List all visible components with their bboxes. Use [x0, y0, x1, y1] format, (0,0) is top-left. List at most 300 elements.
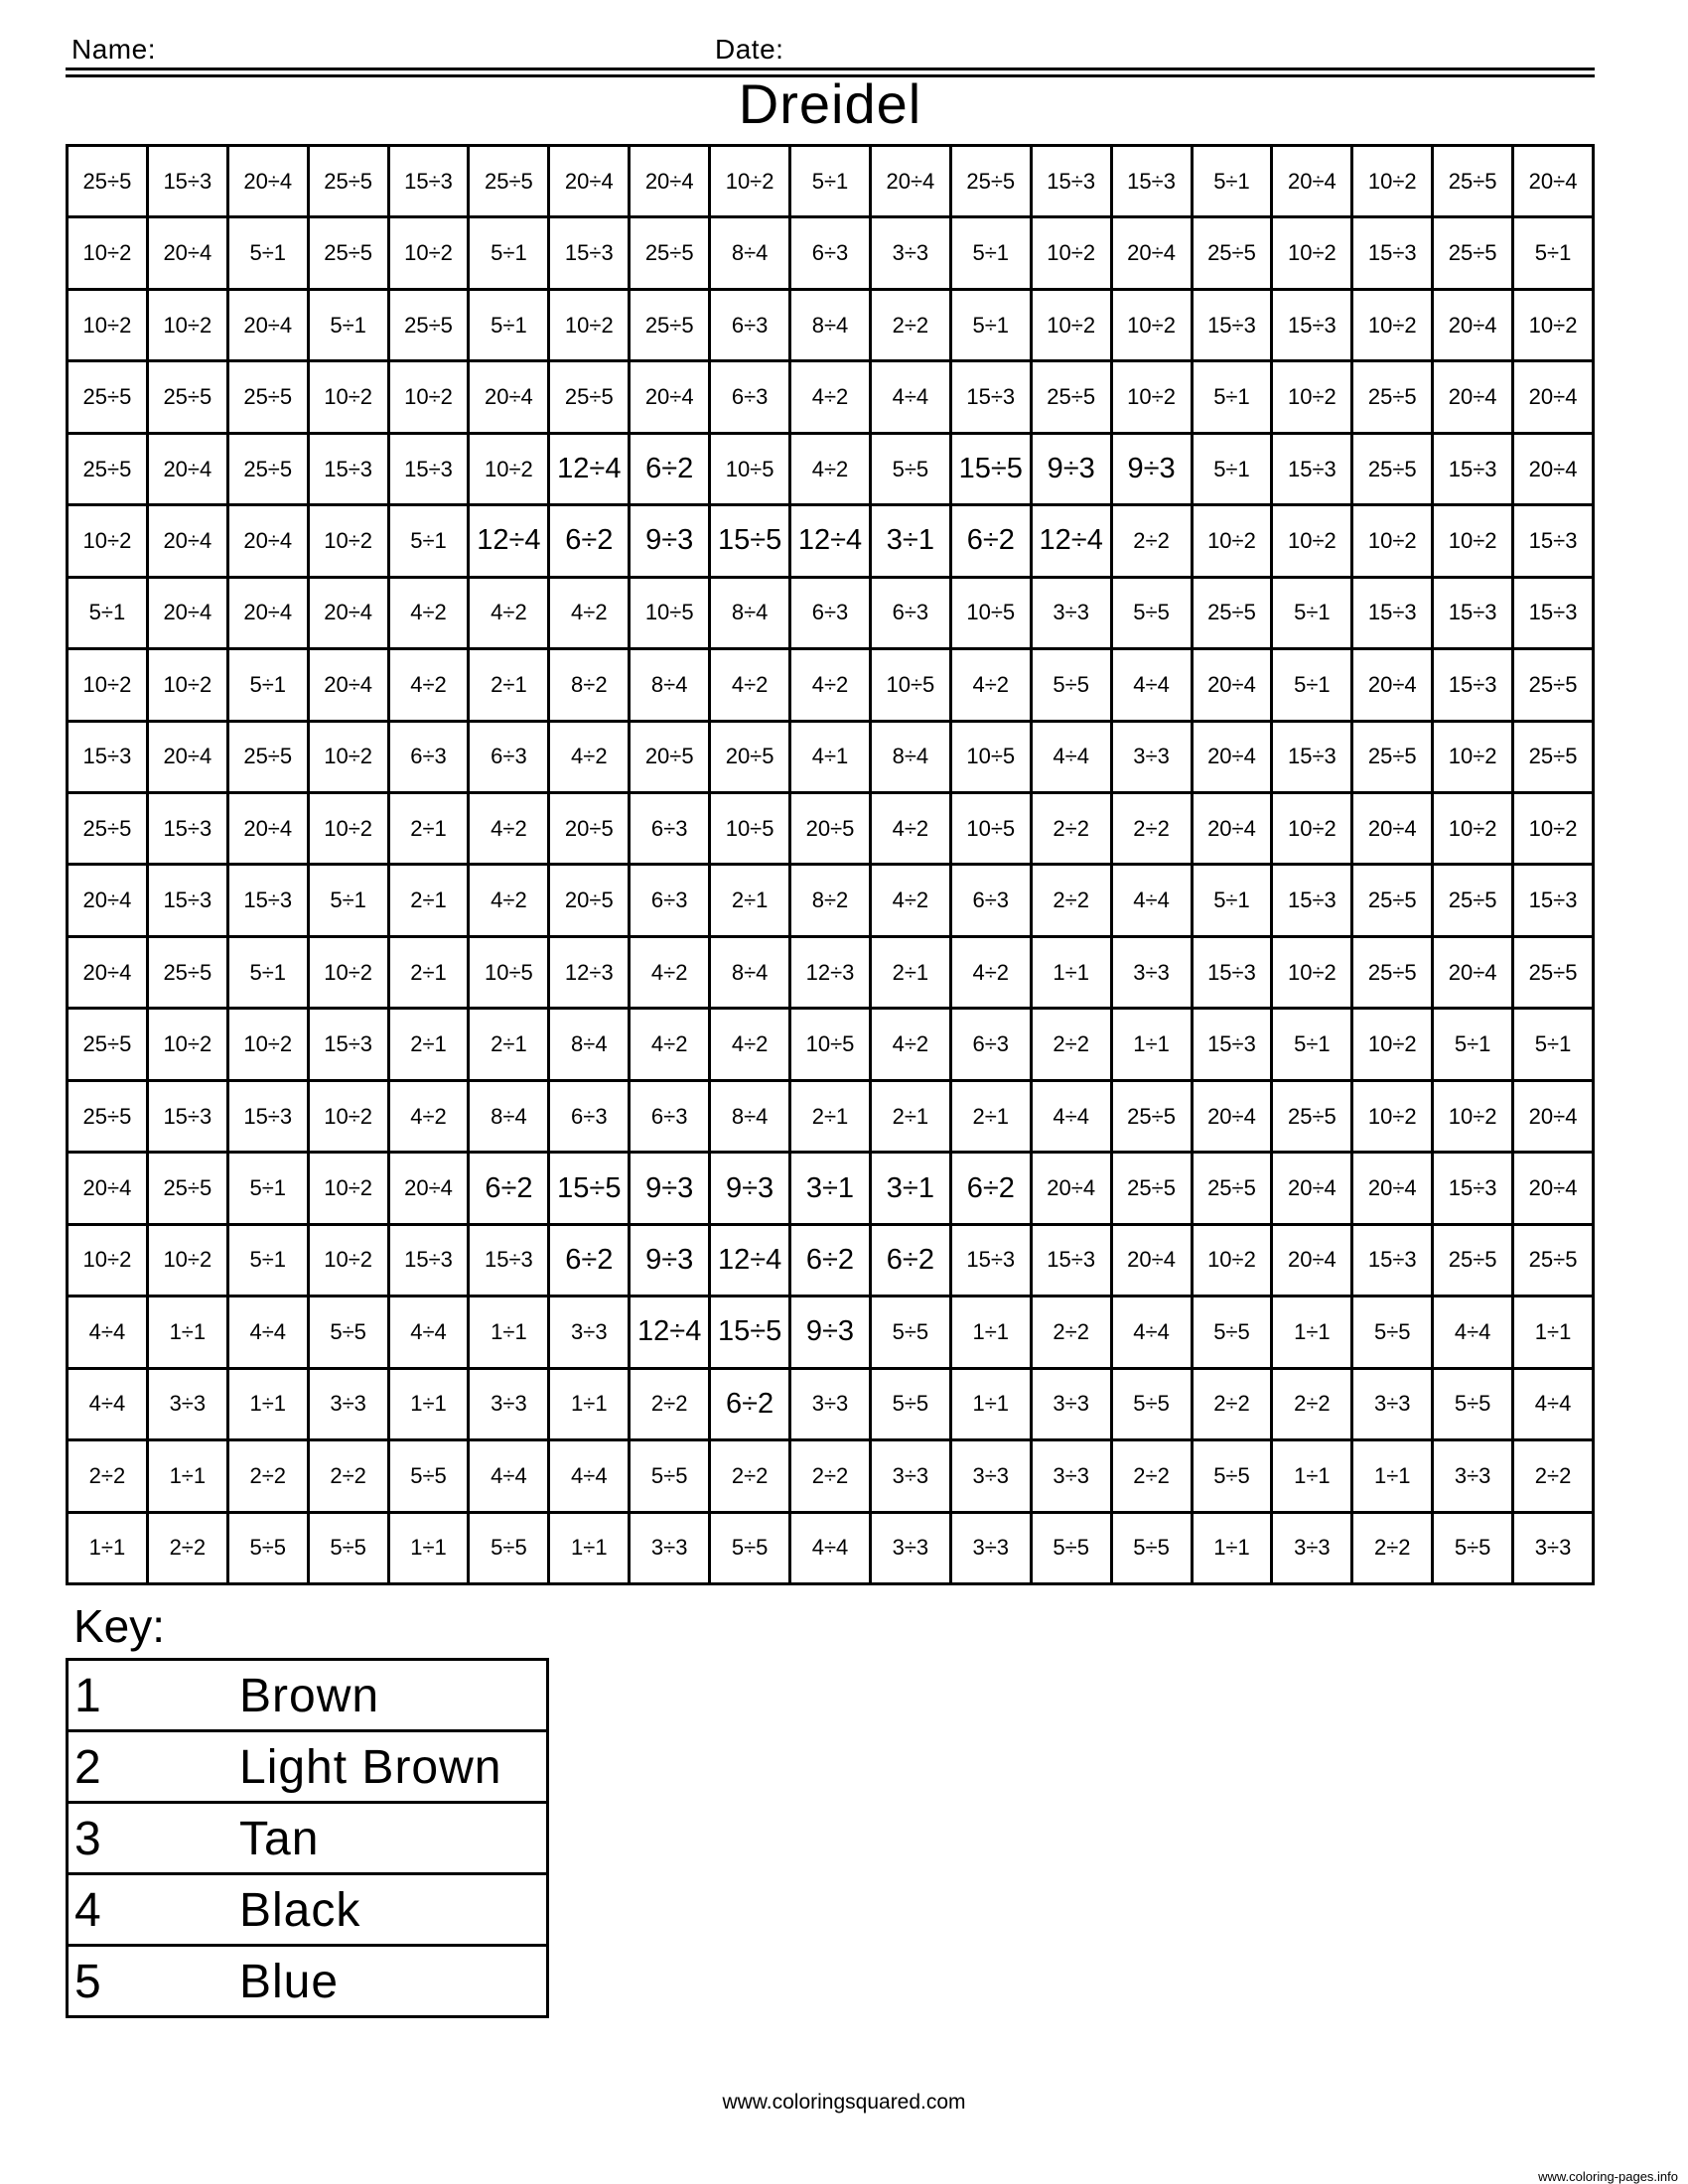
grid-cell: 6÷3: [952, 866, 1033, 937]
grid-cell: 5÷5: [872, 1297, 952, 1369]
grid-cell: 2÷1: [872, 938, 952, 1010]
grid-cell: 10÷2: [310, 506, 390, 578]
grid-cell: 3÷3: [952, 1441, 1033, 1513]
grid-cell: 15÷3: [149, 147, 229, 218]
grid-cell: 15÷3: [1514, 866, 1595, 937]
grid-cell: 20÷4: [631, 147, 711, 218]
grid-cell: 25÷5: [149, 362, 229, 434]
grid-cell: 4÷1: [791, 723, 872, 794]
grid-cell: 4÷2: [470, 579, 550, 650]
grid-cell: 15÷5: [550, 1154, 631, 1225]
grid-cell: 25÷5: [1033, 362, 1113, 434]
grid-cell: 4÷2: [791, 362, 872, 434]
watermark: www.coloring-pages.info: [1538, 2169, 1678, 2184]
grid-cell: 25÷5: [1194, 579, 1274, 650]
grid-cell: 25÷5: [952, 147, 1033, 218]
grid-cell: 4÷2: [390, 650, 471, 722]
key-row: [69, 1875, 546, 1947]
grid-cell: 3÷3: [1514, 1514, 1595, 1585]
grid-cell: 2÷1: [390, 938, 471, 1010]
grid-cell: 25÷5: [1353, 362, 1434, 434]
grid-cell: 1÷1: [1033, 938, 1113, 1010]
grid-cell: 20÷4: [1194, 794, 1274, 866]
grid-cell: 2÷2: [1033, 794, 1113, 866]
grid-cell: 1÷1: [1113, 1010, 1194, 1081]
grid-cell: 10÷2: [390, 362, 471, 434]
grid-cell: 25÷5: [69, 794, 149, 866]
grid-cell: 1÷1: [229, 1370, 310, 1441]
grid-cell: 15÷3: [1514, 506, 1595, 578]
grid-cell: 10÷2: [1353, 1010, 1434, 1081]
grid-cell: 5÷1: [1194, 435, 1274, 506]
grid-cell: 3÷3: [631, 1514, 711, 1585]
grid-cell: 20÷4: [550, 147, 631, 218]
grid-cell: 20÷5: [791, 794, 872, 866]
grid-cell: 4÷2: [470, 866, 550, 937]
grid-cell: 10÷2: [470, 435, 550, 506]
grid-cell: 10÷2: [69, 218, 149, 290]
grid-cell: 25÷5: [69, 362, 149, 434]
grid-cell: 1÷1: [952, 1297, 1033, 1369]
grid-cell: 20÷4: [1194, 723, 1274, 794]
grid-cell: 10÷2: [149, 650, 229, 722]
grid-cell: 20÷4: [149, 218, 229, 290]
grid-cell: 1÷1: [149, 1441, 229, 1513]
grid-cell: 2÷2: [149, 1514, 229, 1585]
puzzle-grid: [66, 144, 1595, 1585]
grid-cell: 3÷3: [1434, 1441, 1514, 1513]
grid-cell: 3÷3: [1033, 1370, 1113, 1441]
grid-cell: 9÷3: [631, 506, 711, 578]
grid-cell: 10÷2: [1514, 291, 1595, 362]
grid-cell: 12÷4: [470, 506, 550, 578]
grid-cell: 2÷2: [310, 1441, 390, 1513]
grid-cell: 10÷2: [1273, 938, 1353, 1010]
grid-cell: 25÷5: [1194, 218, 1274, 290]
grid-cell: 10÷2: [1273, 218, 1353, 290]
grid-cell: 6÷3: [711, 291, 791, 362]
grid-cell: 10÷2: [310, 723, 390, 794]
grid-cell: 15÷3: [1353, 1226, 1434, 1297]
grid-cell: 5÷5: [310, 1514, 390, 1585]
grid-cell: 2÷2: [1514, 1441, 1595, 1513]
grid-cell: 15÷3: [1434, 650, 1514, 722]
grid-cell: 6÷3: [952, 1010, 1033, 1081]
grid-cell: 8÷4: [711, 1082, 791, 1154]
grid-cell: 4÷4: [1514, 1370, 1595, 1441]
grid-cell: 10÷2: [1434, 723, 1514, 794]
grid-cell: 3÷3: [791, 1370, 872, 1441]
grid-cell: 4÷4: [229, 1297, 310, 1369]
grid-cell: 10÷2: [1434, 794, 1514, 866]
grid-cell: 10÷2: [1113, 291, 1194, 362]
grid-cell: 20÷4: [149, 506, 229, 578]
grid-cell: 3÷3: [952, 1514, 1033, 1585]
grid-cell: 4÷2: [952, 650, 1033, 722]
grid-cell: 1÷1: [1194, 1514, 1274, 1585]
grid-cell: 15÷3: [1273, 866, 1353, 937]
grid-cell: 5÷5: [1434, 1370, 1514, 1441]
grid-cell: 6÷3: [631, 866, 711, 937]
grid-cell: 20÷4: [631, 362, 711, 434]
grid-cell: 2÷2: [1033, 1297, 1113, 1369]
grid-cell: 20÷4: [149, 579, 229, 650]
grid-cell: 25÷5: [149, 938, 229, 1010]
grid-cell: 10÷2: [1194, 506, 1274, 578]
grid-cell: 15÷3: [1514, 579, 1595, 650]
grid-cell: 9÷3: [631, 1226, 711, 1297]
grid-cell: 15÷3: [1434, 435, 1514, 506]
grid-cell: 25÷5: [1514, 650, 1595, 722]
grid-cell: 3÷3: [1353, 1370, 1434, 1441]
grid-cell: 15÷3: [1434, 1154, 1514, 1225]
key-color-name: Tan: [239, 1813, 320, 1865]
grid-cell: 25÷5: [69, 1010, 149, 1081]
grid-cell: 2÷2: [1033, 1010, 1113, 1081]
grid-cell: 4÷2: [390, 579, 471, 650]
grid-cell: 6÷3: [550, 1082, 631, 1154]
grid-cell: 15÷3: [390, 1226, 471, 1297]
grid-cell: 15÷3: [149, 1082, 229, 1154]
grid-cell: 5÷1: [229, 650, 310, 722]
grid-cell: 20÷4: [1353, 1154, 1434, 1225]
grid-cell: 15÷3: [310, 435, 390, 506]
grid-cell: 4÷2: [872, 1010, 952, 1081]
grid-cell: 6÷2: [952, 506, 1033, 578]
grid-cell: 4÷2: [791, 435, 872, 506]
grid-cell: 25÷5: [1353, 723, 1434, 794]
grid-cell: 10÷5: [952, 579, 1033, 650]
grid-cell: 20÷4: [310, 579, 390, 650]
grid-cell: 4÷2: [390, 1082, 471, 1154]
grid-cell: 5÷5: [310, 1297, 390, 1369]
grid-cell: 20÷4: [149, 435, 229, 506]
grid-cell: 5÷5: [1194, 1441, 1274, 1513]
grid-cell: 20÷4: [1273, 1226, 1353, 1297]
grid-cell: 8÷4: [470, 1082, 550, 1154]
grid-cell: 15÷5: [711, 506, 791, 578]
grid-cell: 10÷2: [1434, 506, 1514, 578]
grid-cell: 20÷4: [1113, 1226, 1194, 1297]
grid-cell: 9÷3: [1033, 435, 1113, 506]
grid-cell: 5÷5: [1113, 1370, 1194, 1441]
grid-cell: 9÷3: [711, 1154, 791, 1225]
grid-cell: 25÷5: [1434, 218, 1514, 290]
grid-cell: 25÷5: [1514, 723, 1595, 794]
key-row: [69, 1732, 546, 1804]
grid-cell: 20÷4: [1434, 938, 1514, 1010]
grid-cell: 6÷3: [791, 218, 872, 290]
grid-cell: 8÷4: [631, 650, 711, 722]
grid-cell: 2÷2: [1113, 506, 1194, 578]
grid-cell: 6÷3: [470, 723, 550, 794]
grid-cell: 20÷4: [872, 147, 952, 218]
grid-cell: 6÷3: [390, 723, 471, 794]
grid-cell: 2÷2: [1194, 1370, 1274, 1441]
grid-cell: 2÷2: [1033, 866, 1113, 937]
grid-cell: 6÷3: [711, 362, 791, 434]
grid-cell: 25÷5: [470, 147, 550, 218]
grid-cell: 5÷1: [952, 218, 1033, 290]
grid-cell: 6÷2: [791, 1226, 872, 1297]
grid-cell: 3÷3: [1033, 1441, 1113, 1513]
grid-cell: 12÷4: [1033, 506, 1113, 578]
grid-cell: 2÷2: [791, 1441, 872, 1513]
grid-cell: 5÷1: [470, 218, 550, 290]
grid-cell: 15÷3: [1194, 938, 1274, 1010]
grid-cell: 1÷1: [952, 1370, 1033, 1441]
grid-cell: 15÷3: [1113, 147, 1194, 218]
grid-cell: 2÷1: [470, 650, 550, 722]
grid-cell: 5÷5: [1033, 650, 1113, 722]
grid-cell: 9÷3: [631, 1154, 711, 1225]
grid-cell: 25÷5: [1113, 1082, 1194, 1154]
grid-cell: 5÷5: [872, 435, 952, 506]
grid-cell: 5÷1: [229, 938, 310, 1010]
grid-cell: 15÷3: [1434, 579, 1514, 650]
grid-cell: 10÷2: [1033, 218, 1113, 290]
grid-cell: 4÷4: [791, 1514, 872, 1585]
grid-cell: 20÷4: [1514, 147, 1595, 218]
grid-cell: 5÷5: [872, 1370, 952, 1441]
grid-cell: 10÷2: [1273, 794, 1353, 866]
grid-cell: 8÷4: [711, 218, 791, 290]
grid-cell: 10÷5: [711, 435, 791, 506]
grid-cell: 15÷3: [470, 1226, 550, 1297]
grid-cell: 20÷4: [1273, 1154, 1353, 1225]
grid-cell: 25÷5: [1514, 1226, 1595, 1297]
grid-cell: 4÷4: [872, 362, 952, 434]
key-number: 2: [74, 1741, 101, 1794]
grid-cell: 6÷3: [872, 579, 952, 650]
grid-cell: 20÷4: [229, 579, 310, 650]
grid-cell: 20÷4: [1514, 362, 1595, 434]
grid-cell: 4÷2: [711, 1010, 791, 1081]
grid-cell: 15÷3: [952, 362, 1033, 434]
grid-cell: 5÷5: [1033, 1514, 1113, 1585]
grid-cell: 12÷4: [791, 506, 872, 578]
grid-cell: 5÷5: [470, 1514, 550, 1585]
grid-cell: 15÷3: [1033, 147, 1113, 218]
grid-cell: 10÷2: [1353, 147, 1434, 218]
grid-cell: 8÷2: [791, 866, 872, 937]
grid-cell: 10÷2: [69, 506, 149, 578]
grid-cell: 4÷4: [1113, 866, 1194, 937]
grid-cell: 15÷3: [1033, 1226, 1113, 1297]
grid-cell: 5÷1: [229, 1154, 310, 1225]
grid-cell: 2÷2: [1113, 1441, 1194, 1513]
worksheet-header: [66, 28, 1595, 69]
grid-cell: 10÷2: [149, 1226, 229, 1297]
grid-cell: 1÷1: [390, 1370, 471, 1441]
grid-cell: 12÷3: [791, 938, 872, 1010]
grid-cell: 25÷5: [1353, 866, 1434, 937]
grid-cell: 3÷1: [872, 1154, 952, 1225]
key-row: [69, 1661, 546, 1732]
grid-cell: 8÷4: [711, 579, 791, 650]
grid-cell: 10÷5: [872, 650, 952, 722]
grid-cell: 2÷2: [1353, 1514, 1434, 1585]
grid-cell: 15÷3: [1273, 291, 1353, 362]
grid-cell: 15÷5: [952, 435, 1033, 506]
key-number: 5: [74, 1956, 101, 2008]
grid-cell: 15÷3: [229, 866, 310, 937]
grid-cell: 2÷2: [631, 1370, 711, 1441]
grid-cell: 5÷1: [1194, 866, 1274, 937]
grid-cell: 10÷2: [1353, 506, 1434, 578]
grid-cell: 4÷4: [1033, 723, 1113, 794]
grid-cell: 20÷4: [1514, 1154, 1595, 1225]
grid-cell: 25÷5: [1434, 866, 1514, 937]
grid-cell: 1÷1: [470, 1297, 550, 1369]
grid-cell: 20÷4: [470, 362, 550, 434]
grid-cell: 25÷5: [229, 723, 310, 794]
grid-cell: 10÷2: [1514, 794, 1595, 866]
grid-cell: 2÷2: [711, 1441, 791, 1513]
grid-cell: 4÷2: [711, 650, 791, 722]
grid-cell: 10÷5: [952, 794, 1033, 866]
grid-cell: 4÷4: [390, 1297, 471, 1369]
grid-cell: 10÷2: [1353, 291, 1434, 362]
grid-cell: 20÷4: [69, 866, 149, 937]
grid-cell: 25÷5: [310, 218, 390, 290]
grid-cell: 6÷2: [952, 1154, 1033, 1225]
grid-cell: 3÷3: [1113, 938, 1194, 1010]
grid-cell: 25÷5: [149, 1154, 229, 1225]
grid-cell: 3÷3: [1113, 723, 1194, 794]
grid-cell: 10÷2: [69, 650, 149, 722]
grid-cell: 15÷3: [550, 218, 631, 290]
grid-cell: 20÷4: [1194, 1082, 1274, 1154]
grid-cell: 15÷5: [711, 1297, 791, 1369]
grid-cell: 15÷3: [149, 794, 229, 866]
grid-cell: 20÷4: [1434, 362, 1514, 434]
grid-cell: 25÷5: [1273, 1082, 1353, 1154]
grid-cell: 2÷1: [711, 866, 791, 937]
grid-cell: 5÷5: [229, 1514, 310, 1585]
grid-cell: 4÷2: [791, 650, 872, 722]
grid-cell: 10÷2: [310, 1226, 390, 1297]
grid-cell: 6÷2: [631, 435, 711, 506]
grid-cell: 10÷2: [1273, 362, 1353, 434]
grid-cell: 25÷5: [1353, 435, 1434, 506]
grid-cell: 5÷1: [69, 579, 149, 650]
date-label: Date:: [715, 34, 784, 65]
grid-cell: 5÷1: [1194, 362, 1274, 434]
grid-cell: 3÷1: [791, 1154, 872, 1225]
grid-cell: 12÷4: [711, 1226, 791, 1297]
grid-cell: 5÷1: [791, 147, 872, 218]
grid-cell: 20÷4: [1113, 218, 1194, 290]
grid-cell: 20÷4: [229, 794, 310, 866]
grid-cell: 3÷3: [149, 1370, 229, 1441]
grid-cell: 10÷2: [149, 1010, 229, 1081]
grid-cell: 6÷2: [550, 506, 631, 578]
grid-cell: 1÷1: [1273, 1441, 1353, 1513]
grid-cell: 4÷2: [631, 938, 711, 1010]
grid-cell: 20÷5: [631, 723, 711, 794]
grid-cell: 10÷2: [310, 1082, 390, 1154]
grid-cell: 3÷3: [1273, 1514, 1353, 1585]
grid-cell: 10÷5: [791, 1010, 872, 1081]
grid-cell: 12÷4: [550, 435, 631, 506]
grid-cell: 20÷4: [1194, 650, 1274, 722]
grid-cell: 5÷1: [390, 506, 471, 578]
grid-cell: 1÷1: [550, 1370, 631, 1441]
grid-cell: 3÷3: [550, 1297, 631, 1369]
grid-cell: 6÷3: [791, 579, 872, 650]
grid-cell: 15÷3: [310, 1010, 390, 1081]
grid-cell: 10÷5: [952, 723, 1033, 794]
grid-cell: 10÷5: [711, 794, 791, 866]
grid-cell: 5÷5: [1194, 1297, 1274, 1369]
grid-cell: 20÷4: [1033, 1154, 1113, 1225]
grid-cell: 3÷3: [872, 1441, 952, 1513]
grid-cell: 5÷1: [1514, 1010, 1595, 1081]
grid-cell: 4÷2: [550, 579, 631, 650]
grid-cell: 15÷3: [1194, 291, 1274, 362]
grid-cell: 25÷5: [69, 1082, 149, 1154]
grid-cell: 6÷3: [631, 1082, 711, 1154]
grid-cell: 10÷2: [1353, 1082, 1434, 1154]
grid-cell: 2÷1: [791, 1082, 872, 1154]
key-color-name: Blue: [239, 1956, 340, 2008]
grid-cell: 12÷3: [550, 938, 631, 1010]
grid-cell: 10÷2: [711, 147, 791, 218]
key-row: [69, 1947, 546, 2018]
grid-cell: 4÷2: [550, 723, 631, 794]
grid-cell: 5÷1: [229, 218, 310, 290]
grid-cell: 10÷2: [1194, 1226, 1274, 1297]
grid-cell: 5÷5: [1353, 1297, 1434, 1369]
grid-cell: 15÷3: [1353, 579, 1434, 650]
grid-cell: 15÷3: [390, 147, 471, 218]
grid-cell: 15÷3: [1273, 723, 1353, 794]
grid-cell: 20÷4: [1514, 1082, 1595, 1154]
grid-cell: 5÷1: [1273, 650, 1353, 722]
grid-cell: 20÷5: [550, 794, 631, 866]
grid-cell: 6÷3: [631, 794, 711, 866]
grid-cell: 20÷5: [550, 866, 631, 937]
grid-cell: 20÷4: [1353, 650, 1434, 722]
grid-cell: 1÷1: [550, 1514, 631, 1585]
grid-cell: 4÷2: [872, 866, 952, 937]
grid-cell: 25÷5: [69, 147, 149, 218]
grid-cell: 12÷4: [631, 1297, 711, 1369]
grid-cell: 10÷2: [390, 218, 471, 290]
grid-cell: 25÷5: [1434, 147, 1514, 218]
grid-cell: 2÷1: [390, 1010, 471, 1081]
grid-cell: 15÷3: [1194, 1010, 1274, 1081]
grid-cell: 15÷3: [69, 723, 149, 794]
grid-cell: 15÷3: [229, 1082, 310, 1154]
grid-cell: 2÷2: [1273, 1370, 1353, 1441]
grid-cell: 8÷4: [791, 291, 872, 362]
grid-cell: 10÷2: [1033, 291, 1113, 362]
grid-cell: 10÷2: [310, 362, 390, 434]
grid-cell: 15÷3: [952, 1226, 1033, 1297]
grid-cell: 2÷1: [470, 1010, 550, 1081]
grid-cell: 5÷1: [310, 291, 390, 362]
grid-cell: 10÷2: [550, 291, 631, 362]
key-number: 4: [74, 1884, 101, 1937]
grid-cell: 5÷1: [229, 1226, 310, 1297]
grid-cell: 4÷4: [69, 1297, 149, 1369]
grid-cell: 10÷2: [229, 1010, 310, 1081]
grid-cell: 3÷1: [872, 506, 952, 578]
grid-cell: 9÷3: [1113, 435, 1194, 506]
grid-cell: 20÷4: [1353, 794, 1434, 866]
